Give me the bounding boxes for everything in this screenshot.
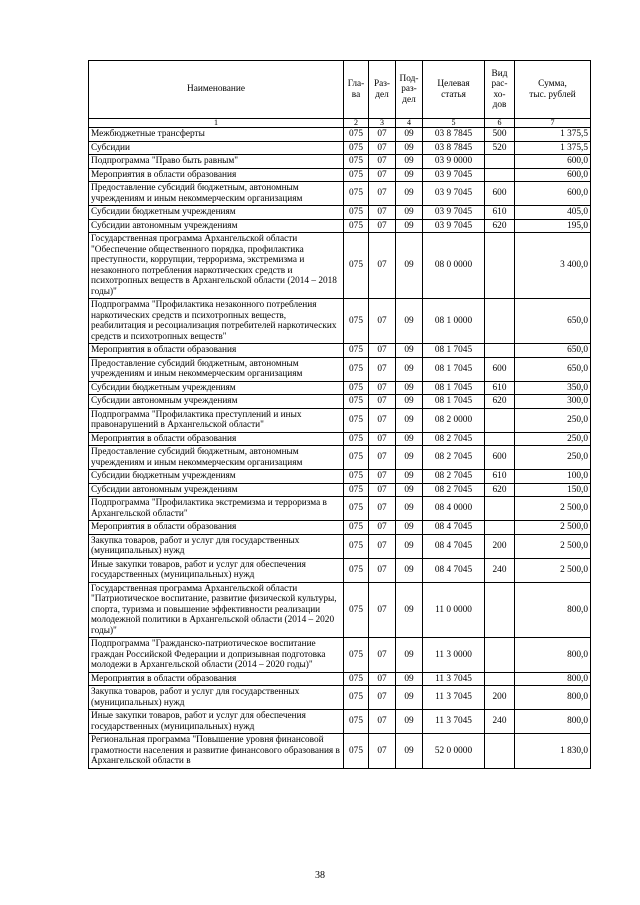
cell-podrazdel: 09 <box>396 395 423 409</box>
cell-vid <box>485 521 515 535</box>
cell-glava: 075 <box>344 395 369 409</box>
cell-razdel: 07 <box>369 497 396 521</box>
cell-podrazdel: 09 <box>396 558 423 582</box>
cell-celevaya: 08 1 0000 <box>423 299 485 344</box>
cell-podrazdel: 09 <box>396 233 423 299</box>
cell-razdel: 07 <box>369 182 396 206</box>
col-header-podrazdel: Под- раз- дел <box>396 61 423 119</box>
cell-glava: 075 <box>344 534 369 558</box>
cell-name: Подпрограмма "Профилактика преступлений и иных правонарушений в Архангельской области" <box>89 408 344 432</box>
cell-vid: 200 <box>485 686 515 710</box>
table-row <box>89 408 591 432</box>
cell-summa: 405,0 <box>515 206 591 220</box>
cell-celevaya: 11 3 7045 <box>423 672 485 686</box>
cell-name: Субсидии бюджетным учреждениям <box>89 381 344 395</box>
cell-glava: 075 <box>344 446 369 470</box>
col-header-celevaya: Целевая статья <box>423 61 485 119</box>
table-row <box>89 155 591 169</box>
table-row <box>89 521 591 535</box>
cell-razdel: 07 <box>369 206 396 220</box>
cell-name: Мероприятия в области образования <box>89 432 344 446</box>
cell-razdel: 07 <box>369 582 396 638</box>
cell-razdel: 07 <box>369 168 396 182</box>
column-number: 2 <box>344 119 369 128</box>
cell-name: Региональная программа "Повышение уровня финансовой грамотности населения и развитие финансового образования в Архангельской области в <box>89 734 344 769</box>
cell-name: Подпрограмма "Профилактика незаконного потребления наркотических средств и психотропных веществ, реабилитация и ресоциализация потребителей наркотических средств и психотропных веществ" <box>89 299 344 344</box>
cell-celevaya: 08 1 7045 <box>423 344 485 358</box>
cell-summa: 650,0 <box>515 357 591 381</box>
col-header-glava: Гла- ва <box>344 61 369 119</box>
table-row <box>89 128 591 142</box>
cell-vid <box>485 638 515 673</box>
cell-podrazdel: 09 <box>396 734 423 769</box>
cell-vid: 520 <box>485 141 515 155</box>
cell-vid: 610 <box>485 470 515 484</box>
cell-name: Мероприятия в области образования <box>89 672 344 686</box>
cell-vid <box>485 233 515 299</box>
cell-glava: 075 <box>344 182 369 206</box>
cell-razdel: 07 <box>369 219 396 233</box>
cell-vid <box>485 497 515 521</box>
cell-name: Предоставление субсидий бюджетным, автономным учреждениям и иным некоммерческим организациям <box>89 357 344 381</box>
cell-vid <box>485 344 515 358</box>
cell-podrazdel: 09 <box>396 344 423 358</box>
cell-celevaya: 08 2 7045 <box>423 470 485 484</box>
cell-vid <box>485 734 515 769</box>
cell-celevaya: 11 3 7045 <box>423 686 485 710</box>
cell-name: Субсидии бюджетным учреждениям <box>89 206 344 220</box>
cell-razdel: 07 <box>369 233 396 299</box>
cell-podrazdel: 09 <box>396 299 423 344</box>
cell-summa: 600,0 <box>515 182 591 206</box>
cell-podrazdel: 09 <box>396 128 423 142</box>
cell-celevaya: 03 8 7845 <box>423 141 485 155</box>
cell-summa: 3 400,0 <box>515 233 591 299</box>
table-row <box>89 672 591 686</box>
cell-celevaya: 03 8 7845 <box>423 128 485 142</box>
cell-podrazdel: 09 <box>396 521 423 535</box>
cell-summa: 250,0 <box>515 408 591 432</box>
cell-razdel: 07 <box>369 128 396 142</box>
cell-vid: 600 <box>485 357 515 381</box>
table-row <box>89 497 591 521</box>
cell-glava: 075 <box>344 497 369 521</box>
cell-celevaya: 08 4 0000 <box>423 497 485 521</box>
cell-summa: 650,0 <box>515 344 591 358</box>
cell-podrazdel: 09 <box>396 582 423 638</box>
cell-glava: 075 <box>344 582 369 638</box>
cell-summa: 250,0 <box>515 432 591 446</box>
cell-summa: 2 500,0 <box>515 558 591 582</box>
cell-vid: 620 <box>485 483 515 497</box>
column-number: 1 <box>89 119 344 128</box>
cell-name: Межбюджетные трансферты <box>89 128 344 142</box>
cell-celevaya: 08 4 7045 <box>423 534 485 558</box>
col-header-summa: Сумма, тыс. рублей <box>515 61 591 119</box>
cell-vid: 610 <box>485 381 515 395</box>
cell-celevaya: 03 9 7045 <box>423 206 485 220</box>
cell-razdel: 07 <box>369 381 396 395</box>
cell-summa: 195,0 <box>515 219 591 233</box>
col-header-vid: Вид рас- хо- дов <box>485 61 515 119</box>
cell-glava: 075 <box>344 710 369 734</box>
cell-vid: 240 <box>485 710 515 734</box>
cell-razdel: 07 <box>369 155 396 169</box>
cell-summa: 1 830,0 <box>515 734 591 769</box>
cell-name: Предоставление субсидий бюджетным, автономным учреждениям и иным некоммерческим организациям <box>89 446 344 470</box>
cell-podrazdel: 09 <box>396 357 423 381</box>
table-row <box>89 357 591 381</box>
cell-glava: 075 <box>344 155 369 169</box>
cell-summa: 150,0 <box>515 483 591 497</box>
table-row <box>89 395 591 409</box>
table-row <box>89 638 591 673</box>
cell-celevaya: 08 4 7045 <box>423 521 485 535</box>
cell-razdel: 07 <box>369 521 396 535</box>
cell-razdel: 07 <box>369 395 396 409</box>
cell-glava: 075 <box>344 638 369 673</box>
table-row <box>89 182 591 206</box>
cell-glava: 075 <box>344 483 369 497</box>
table-row <box>89 299 591 344</box>
cell-name: Субсидии автономным учреждениям <box>89 395 344 409</box>
cell-podrazdel: 09 <box>396 446 423 470</box>
cell-razdel: 07 <box>369 483 396 497</box>
cell-celevaya: 03 9 7045 <box>423 182 485 206</box>
cell-summa: 300,0 <box>515 395 591 409</box>
cell-razdel: 07 <box>369 558 396 582</box>
cell-vid: 620 <box>485 219 515 233</box>
cell-glava: 075 <box>344 128 369 142</box>
cell-celevaya: 08 2 0000 <box>423 408 485 432</box>
cell-podrazdel: 09 <box>396 432 423 446</box>
cell-razdel: 07 <box>369 686 396 710</box>
cell-glava: 075 <box>344 299 369 344</box>
cell-vid <box>485 155 515 169</box>
cell-razdel: 07 <box>369 638 396 673</box>
cell-glava: 075 <box>344 432 369 446</box>
cell-celevaya: 11 3 0000 <box>423 638 485 673</box>
cell-name: Мероприятия в области образования <box>89 521 344 535</box>
cell-celevaya: 08 1 7045 <box>423 395 485 409</box>
cell-razdel: 07 <box>369 141 396 155</box>
cell-vid: 620 <box>485 395 515 409</box>
cell-podrazdel: 09 <box>396 206 423 220</box>
cell-celevaya: 08 0 0000 <box>423 233 485 299</box>
table-row <box>89 582 591 638</box>
cell-name: Мероприятия в области образования <box>89 168 344 182</box>
cell-podrazdel: 09 <box>396 182 423 206</box>
table-row <box>89 141 591 155</box>
cell-podrazdel: 09 <box>396 168 423 182</box>
cell-vid <box>485 408 515 432</box>
cell-razdel: 07 <box>369 357 396 381</box>
cell-glava: 075 <box>344 470 369 484</box>
cell-celevaya: 03 9 0000 <box>423 155 485 169</box>
cell-name: Иные закупки товаров, работ и услуг для обеспечения государственных (муниципальных) нужд <box>89 710 344 734</box>
table-row <box>89 734 591 769</box>
cell-summa: 800,0 <box>515 582 591 638</box>
cell-vid: 610 <box>485 206 515 220</box>
cell-name: Подпрограмма "Гражданско-патриотическое воспитание граждан Российской Федерации и допризывная подготовка молодежи в Архангельской области (2014 – 2020 годы)" <box>89 638 344 673</box>
cell-glava: 075 <box>344 381 369 395</box>
cell-name: Субсидии бюджетным учреждениям <box>89 470 344 484</box>
column-number: 3 <box>369 119 396 128</box>
cell-name: Подпрограмма "Право быть равным" <box>89 155 344 169</box>
cell-celevaya: 08 4 7045 <box>423 558 485 582</box>
cell-podrazdel: 09 <box>396 381 423 395</box>
cell-vid <box>485 168 515 182</box>
cell-summa: 600,0 <box>515 155 591 169</box>
table-row <box>89 534 591 558</box>
cell-glava: 075 <box>344 168 369 182</box>
cell-podrazdel: 09 <box>396 470 423 484</box>
cell-celevaya: 03 9 7045 <box>423 219 485 233</box>
cell-vid: 200 <box>485 534 515 558</box>
cell-podrazdel: 09 <box>396 686 423 710</box>
cell-vid <box>485 432 515 446</box>
table-row <box>89 233 591 299</box>
cell-vid <box>485 672 515 686</box>
cell-name: Субсидии автономным учреждениям <box>89 483 344 497</box>
cell-celevaya: 52 0 0000 <box>423 734 485 769</box>
cell-name: Закупка товаров, работ и услуг для государственных (муниципальных) нужд <box>89 534 344 558</box>
cell-podrazdel: 09 <box>396 219 423 233</box>
cell-summa: 2 500,0 <box>515 497 591 521</box>
column-number: 5 <box>423 119 485 128</box>
cell-podrazdel: 09 <box>396 534 423 558</box>
cell-glava: 075 <box>344 233 369 299</box>
cell-podrazdel: 09 <box>396 710 423 734</box>
table-row <box>89 168 591 182</box>
cell-summa: 1 375,5 <box>515 128 591 142</box>
cell-summa: 1 375,5 <box>515 141 591 155</box>
cell-summa: 650,0 <box>515 299 591 344</box>
cell-podrazdel: 09 <box>396 155 423 169</box>
cell-summa: 800,0 <box>515 672 591 686</box>
cell-name: Субсидии <box>89 141 344 155</box>
cell-glava: 075 <box>344 357 369 381</box>
column-number: 7 <box>515 119 591 128</box>
cell-glava: 075 <box>344 686 369 710</box>
cell-summa: 800,0 <box>515 638 591 673</box>
cell-glava: 075 <box>344 408 369 432</box>
cell-celevaya: 08 1 7045 <box>423 381 485 395</box>
cell-name: Государственная программа Архангельской области "Обеспечение общественного порядка, профилактика преступности, коррупции, терроризма, экстремизма и незаконного потребления наркотических средств и психотропных веществ в Архангельской области (2014 – 2018 годы)" <box>89 233 344 299</box>
cell-name: Мероприятия в области образования <box>89 344 344 358</box>
cell-summa: 600,0 <box>515 168 591 182</box>
cell-razdel: 07 <box>369 446 396 470</box>
cell-glava: 075 <box>344 521 369 535</box>
cell-glava: 075 <box>344 734 369 769</box>
table-row <box>89 483 591 497</box>
cell-razdel: 07 <box>369 710 396 734</box>
table-row <box>89 344 591 358</box>
table-row <box>89 470 591 484</box>
cell-vid: 600 <box>485 446 515 470</box>
table-body <box>89 128 591 769</box>
cell-glava: 075 <box>344 141 369 155</box>
cell-podrazdel: 09 <box>396 483 423 497</box>
cell-glava: 075 <box>344 219 369 233</box>
cell-razdel: 07 <box>369 534 396 558</box>
col-header-razdel: Раз- дел <box>369 61 396 119</box>
cell-vid <box>485 299 515 344</box>
cell-vid: 600 <box>485 182 515 206</box>
cell-celevaya: 08 1 7045 <box>423 357 485 381</box>
cell-razdel: 07 <box>369 432 396 446</box>
cell-podrazdel: 09 <box>396 497 423 521</box>
budget-table <box>88 60 591 769</box>
cell-name: Государственная программа Архангельской области "Патриотическое воспитание, развитие физической культуры, спорта, туризма и повышение эффективности реализации молодежной политики в Архангельской области (2014 – 2020 годы)" <box>89 582 344 638</box>
cell-glava: 075 <box>344 344 369 358</box>
cell-summa: 2 500,0 <box>515 521 591 535</box>
cell-summa: 250,0 <box>515 446 591 470</box>
cell-summa: 100,0 <box>515 470 591 484</box>
cell-celevaya: 11 3 7045 <box>423 710 485 734</box>
page-number: 38 <box>315 870 325 881</box>
table-row <box>89 710 591 734</box>
column-number: 6 <box>485 119 515 128</box>
cell-razdel: 07 <box>369 470 396 484</box>
cell-name: Закупка товаров, работ и услуг для государственных (муниципальных) нужд <box>89 686 344 710</box>
cell-razdel: 07 <box>369 408 396 432</box>
cell-vid: 240 <box>485 558 515 582</box>
cell-razdel: 07 <box>369 299 396 344</box>
cell-razdel: 07 <box>369 344 396 358</box>
cell-razdel: 07 <box>369 734 396 769</box>
cell-podrazdel: 09 <box>396 141 423 155</box>
table-row <box>89 381 591 395</box>
cell-name: Предоставление субсидий бюджетным, автономным учреждениям и иным некоммерческим организациям <box>89 182 344 206</box>
table-row <box>89 446 591 470</box>
cell-summa: 800,0 <box>515 710 591 734</box>
column-number: 4 <box>396 119 423 128</box>
cell-podrazdel: 09 <box>396 408 423 432</box>
cell-summa: 2 500,0 <box>515 534 591 558</box>
table-row <box>89 432 591 446</box>
cell-podrazdel: 09 <box>396 672 423 686</box>
cell-celevaya: 11 0 0000 <box>423 582 485 638</box>
table-row <box>89 206 591 220</box>
table-row <box>89 686 591 710</box>
cell-celevaya: 03 9 7045 <box>423 168 485 182</box>
table-row <box>89 219 591 233</box>
cell-celevaya: 08 2 7045 <box>423 432 485 446</box>
table-row <box>89 558 591 582</box>
cell-glava: 075 <box>344 672 369 686</box>
cell-glava: 075 <box>344 558 369 582</box>
cell-vid <box>485 582 515 638</box>
cell-celevaya: 08 2 7045 <box>423 483 485 497</box>
cell-vid: 500 <box>485 128 515 142</box>
cell-celevaya: 08 2 7045 <box>423 446 485 470</box>
cell-summa: 350,0 <box>515 381 591 395</box>
cell-razdel: 07 <box>369 672 396 686</box>
cell-name: Субсидии автономным учреждениям <box>89 219 344 233</box>
cell-podrazdel: 09 <box>396 638 423 673</box>
cell-name: Иные закупки товаров, работ и услуг для обеспечения государственных (муниципальных) нужд <box>89 558 344 582</box>
table-header <box>89 61 591 128</box>
cell-name: Подпрограмма "Профилактика экстремизма и терроризма в Архангельской области" <box>89 497 344 521</box>
cell-glava: 075 <box>344 206 369 220</box>
col-header-name: Наименование <box>89 61 344 119</box>
cell-summa: 800,0 <box>515 686 591 710</box>
